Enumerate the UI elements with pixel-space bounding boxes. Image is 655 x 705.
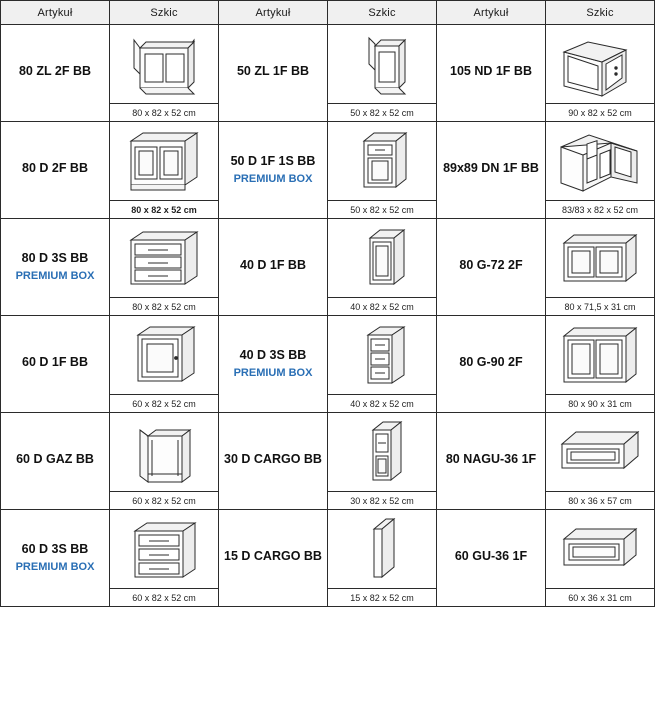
product-name-cell bbox=[437, 122, 546, 219]
dimension-label: 15 x 82 x 52 cm bbox=[328, 588, 436, 606]
cabinet-gas-open-icon bbox=[110, 413, 218, 491]
product-name-cell bbox=[219, 510, 328, 607]
product-name-cell bbox=[1, 316, 110, 413]
product-name: 80 ZL 2F BB bbox=[18, 63, 91, 78]
premium-badge: PREMIUM BOX bbox=[233, 173, 313, 186]
dimension-label: 80 x 82 x 52 cm bbox=[110, 200, 218, 218]
product-name-cell bbox=[1, 510, 110, 607]
product-name-cell bbox=[1, 25, 110, 122]
table-row bbox=[1, 413, 655, 510]
cabinet-base-narrow-3drawer-icon bbox=[328, 316, 436, 394]
cabinet-base-3drawer-icon bbox=[110, 219, 218, 297]
product-name: 80 D 2F BB bbox=[22, 160, 88, 175]
table-row bbox=[1, 316, 655, 413]
product-name-cell bbox=[437, 413, 546, 510]
dimension-label: 90 x 82 x 52 cm bbox=[546, 103, 654, 121]
cabinet-base-1door-icon bbox=[110, 316, 218, 394]
product-name: 80 G-72 2F bbox=[459, 257, 523, 272]
product-sketch-cell bbox=[110, 25, 219, 122]
premium-badge: PREMIUM BOX bbox=[15, 561, 95, 574]
product-name-cell bbox=[1, 413, 110, 510]
product-sketch-cell bbox=[328, 413, 437, 510]
product-name-cell bbox=[437, 25, 546, 122]
dimension-label: 80 x 36 x 57 cm bbox=[546, 491, 654, 509]
product-name: 80 G-90 2F bbox=[459, 354, 523, 369]
cabinet-open-1door-icon bbox=[328, 25, 436, 103]
product-sketch-cell bbox=[546, 316, 655, 413]
cabinet-base-narrow-1door-icon bbox=[328, 219, 436, 297]
dimension-label: 50 x 82 x 52 cm bbox=[328, 200, 436, 218]
product-name-cell bbox=[219, 122, 328, 219]
premium-badge: PREMIUM BOX bbox=[233, 367, 313, 380]
dimension-label: 40 x 82 x 52 cm bbox=[328, 394, 436, 412]
dimension-label: 50 x 82 x 52 cm bbox=[328, 103, 436, 121]
product-name: 60 D GAZ BB bbox=[16, 451, 94, 466]
product-name: 50 D 1F 1S BB bbox=[230, 153, 316, 168]
cabinet-cargo-icon bbox=[328, 413, 436, 491]
cabinet-corner-icon bbox=[546, 25, 654, 103]
product-sketch-cell bbox=[546, 413, 655, 510]
dimension-label: 40 x 82 x 52 cm bbox=[328, 297, 436, 315]
product-name: 80 D 3S BB bbox=[21, 250, 89, 265]
product-sketch-cell bbox=[328, 25, 437, 122]
table-row bbox=[1, 219, 655, 316]
table-header bbox=[1, 1, 655, 25]
product-sketch-cell bbox=[546, 122, 655, 219]
cabinet-base-2door-icon bbox=[110, 122, 218, 200]
dimension-label: 83/83 x 82 x 52 cm bbox=[546, 200, 654, 218]
product-name-cell bbox=[1, 219, 110, 316]
product-name: 30 D CARGO BB bbox=[224, 451, 322, 466]
product-name-cell bbox=[1, 122, 110, 219]
column-header-article-3: Artykuł bbox=[437, 1, 546, 25]
table-row bbox=[1, 122, 655, 219]
cabinet-wall-tall-2door-icon bbox=[546, 316, 654, 394]
product-sketch-cell bbox=[110, 316, 219, 413]
product-sketch-cell bbox=[110, 122, 219, 219]
product-name: 60 D 3S BB bbox=[21, 541, 89, 556]
cabinet-corner-diag-icon bbox=[546, 122, 654, 200]
product-sketch-cell bbox=[110, 510, 219, 607]
dimension-label: 80 x 82 x 52 cm bbox=[110, 103, 218, 121]
product-name: 50 ZL 1F BB bbox=[236, 63, 309, 78]
product-name: 40 D 1F BB bbox=[240, 257, 306, 272]
product-name: 60 D 1F BB bbox=[22, 354, 88, 369]
product-name: 40 D 3S BB bbox=[239, 347, 307, 362]
column-header-article-2: Artykuł bbox=[219, 1, 328, 25]
product-sketch-cell bbox=[110, 413, 219, 510]
cabinet-cargo-slim-icon bbox=[328, 510, 436, 588]
cabinet-base-1door-1drawer-icon bbox=[328, 122, 436, 200]
product-name-cell bbox=[219, 25, 328, 122]
header-row bbox=[1, 1, 655, 25]
product-name-cell bbox=[219, 219, 328, 316]
column-header-sketch-3: Szkic bbox=[546, 1, 655, 25]
product-name: 60 GU-36 1F bbox=[454, 548, 528, 563]
premium-badge: PREMIUM BOX bbox=[15, 270, 95, 283]
cabinet-open-2door-icon bbox=[110, 25, 218, 103]
column-header-article-1: Artykuł bbox=[1, 1, 110, 25]
product-name-cell bbox=[437, 316, 546, 413]
product-name-cell bbox=[219, 413, 328, 510]
product-name: 80 NAGU-36 1F bbox=[445, 451, 537, 466]
table-row bbox=[1, 25, 655, 122]
product-name: 15 D CARGO BB bbox=[224, 548, 322, 563]
dimension-label: 80 x 82 x 52 cm bbox=[110, 297, 218, 315]
product-name: 89x89 DN 1F BB bbox=[443, 160, 539, 175]
product-sketch-cell bbox=[328, 316, 437, 413]
dimension-label: 60 x 82 x 52 cm bbox=[110, 588, 218, 606]
table-body bbox=[1, 25, 655, 607]
column-header-sketch-1: Szkic bbox=[110, 1, 219, 25]
product-sketch-cell bbox=[546, 510, 655, 607]
column-header-sketch-2: Szkic bbox=[328, 1, 437, 25]
product-name-cell bbox=[437, 219, 546, 316]
product-name-cell bbox=[437, 510, 546, 607]
dimension-label: 30 x 82 x 52 cm bbox=[328, 491, 436, 509]
cabinet-wall-2door-icon bbox=[546, 219, 654, 297]
product-sketch-cell bbox=[328, 510, 437, 607]
cabinet-wall-lift-icon bbox=[546, 510, 654, 588]
product-name-cell bbox=[219, 316, 328, 413]
product-sketch-cell bbox=[328, 219, 437, 316]
product-sketch-cell bbox=[328, 122, 437, 219]
product-sketch-cell bbox=[546, 25, 655, 122]
product-name: 105 ND 1F BB bbox=[450, 63, 532, 78]
dimension-label: 60 x 82 x 52 cm bbox=[110, 491, 218, 509]
cabinet-hood-icon bbox=[546, 413, 654, 491]
cabinet-base-3drawer-wide-icon bbox=[110, 510, 218, 588]
dimension-label: 80 x 71,5 x 31 cm bbox=[546, 297, 654, 315]
product-sketch-cell bbox=[110, 219, 219, 316]
dimension-label: 60 x 82 x 52 cm bbox=[110, 394, 218, 412]
table-row bbox=[1, 510, 655, 607]
dimension-label: 80 x 90 x 31 cm bbox=[546, 394, 654, 412]
product-sketch-cell bbox=[546, 219, 655, 316]
dimension-label: 60 x 36 x 31 cm bbox=[546, 588, 654, 606]
